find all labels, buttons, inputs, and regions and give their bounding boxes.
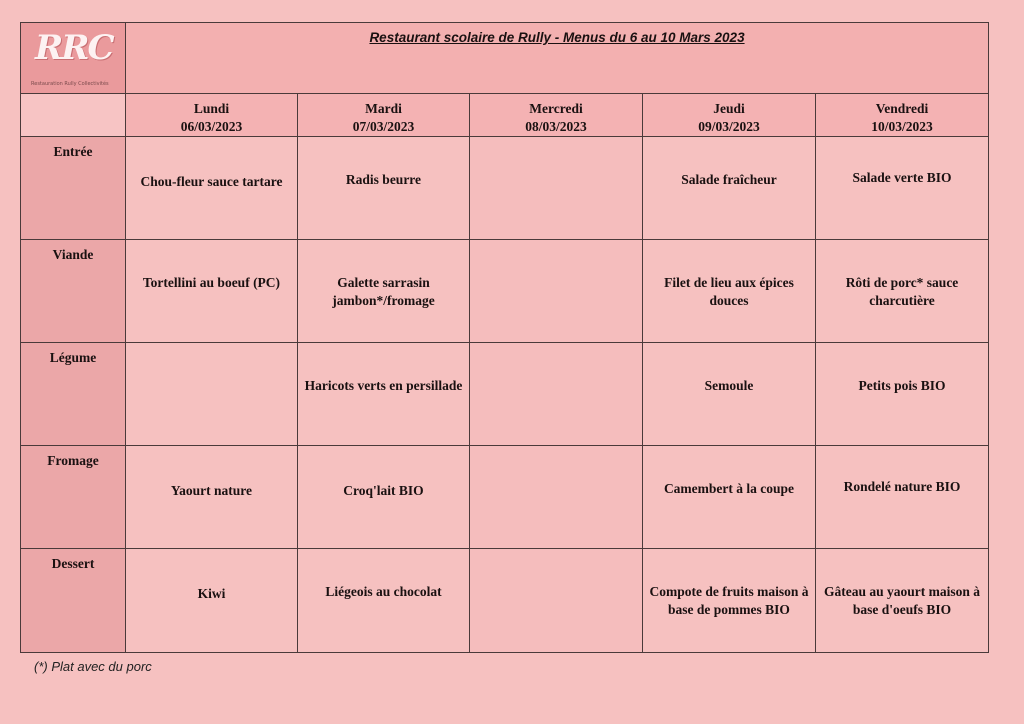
menu-table — [20, 22, 989, 653]
menu-cell: Camembert à la coupe — [643, 446, 816, 549]
logo-subtitle: Restauration Rully Collectivités — [31, 81, 109, 87]
menu-cell: Gâteau au yaourt maison à base d'oeufs BIO — [816, 549, 989, 653]
menu-cell — [470, 137, 643, 240]
day-date: 06/03/2023 — [180, 119, 243, 134]
menu-cell — [470, 240, 643, 343]
row-header-dessert: Dessert — [21, 549, 126, 653]
menu-cell — [470, 446, 643, 549]
menu-cell: Radis beurre — [298, 137, 470, 240]
day-date: 09/03/2023 — [698, 119, 760, 134]
day-date: 07/03/2023 — [352, 119, 415, 134]
day-date: 08/03/2023 — [525, 119, 587, 134]
day-name: Vendredi — [875, 101, 929, 116]
menu-cell: Kiwi — [126, 549, 298, 653]
footnote: (*) Plat avec du porc — [34, 659, 152, 674]
menu-cell — [126, 343, 298, 446]
corner-cell — [21, 94, 126, 137]
page-title: Restaurant scolaire de Rully - Menus du 6 au 10 Mars 2023 — [126, 23, 989, 94]
menu-cell: Liégeois au chocolat — [298, 549, 470, 653]
day-header-mardi — [298, 94, 470, 137]
menu-cell — [470, 343, 643, 446]
menu-cell: Galette sarrasin jambon*/fromage — [298, 240, 470, 343]
logo-cell — [21, 23, 126, 94]
menu-cell: Salade fraîcheur — [643, 137, 816, 240]
day-header-lundi — [126, 94, 298, 137]
row-header-fromage: Fromage — [21, 446, 126, 549]
menu-cell: Filet de lieu aux épices douces — [643, 240, 816, 343]
menu-cell: Salade verte BIO — [816, 137, 989, 240]
day-name: Mardi — [365, 101, 402, 116]
menu-cell — [470, 549, 643, 653]
menu-cell: Chou-fleur sauce tartare — [126, 137, 298, 240]
menu-cell: Tortellini au boeuf (PC) — [126, 240, 298, 343]
day-date: 10/03/2023 — [871, 119, 933, 134]
day-name: Mercredi — [529, 101, 583, 116]
menu-sheet — [20, 22, 988, 650]
day-header-jeudi — [643, 94, 816, 137]
menu-cell: Yaourt nature — [126, 446, 298, 549]
menu-cell: Compote de fruits maison à base de pommes BIO — [643, 549, 816, 653]
day-header-vendredi — [816, 94, 989, 137]
menu-cell: Petits pois BIO — [816, 343, 989, 446]
day-header-mercredi — [470, 94, 643, 137]
row-header-viande: Viande — [21, 240, 126, 343]
menu-cell: Haricots verts en persillade — [298, 343, 470, 446]
logo-text: RRC — [35, 28, 113, 68]
row-header-entree: Entrée — [21, 137, 126, 240]
day-name: Jeudi — [713, 101, 745, 116]
menu-cell: Rôti de porc* sauce charcutière — [816, 240, 989, 343]
day-name: Lundi — [193, 101, 230, 116]
menu-cell: Semoule — [643, 343, 816, 446]
menu-cell: Croq'lait BIO — [298, 446, 470, 549]
menu-cell: Rondelé nature BIO — [816, 446, 989, 549]
logo — [27, 28, 123, 93]
row-header-legume: Légume — [21, 343, 126, 446]
